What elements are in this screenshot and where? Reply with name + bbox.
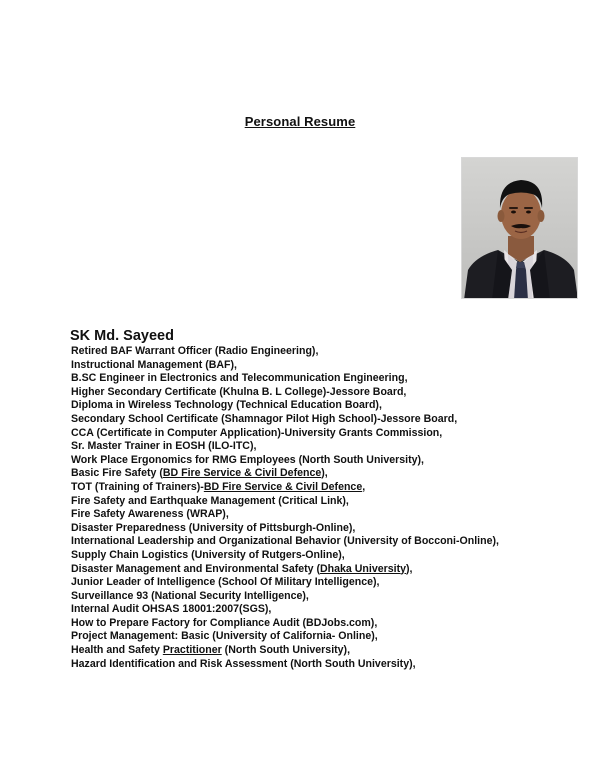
qualification-item: [71, 386, 521, 400]
qualification-text: Surveillance 93 (National Security Intelligence),: [71, 589, 309, 602]
qualification-text-suffix: ),: [406, 562, 413, 575]
qualification-text: Internal Audit OHSAS 18001:2007(SGS),: [71, 603, 272, 616]
qualification-text: Project Management: Basic (University of California- Online),: [71, 630, 378, 643]
qualification-item: [71, 658, 521, 672]
qualification-item: [71, 535, 521, 549]
qualification-item: [71, 563, 521, 577]
qualification-underlined-text: Dhaka University: [320, 562, 406, 575]
qualification-item: [71, 372, 521, 386]
qualification-item: [71, 576, 521, 590]
qualification-text: Diploma in Wireless Technology (Technical Education Board),: [71, 399, 382, 412]
qualification-underlined-text: BD Fire Service & Civil Defence: [162, 467, 322, 480]
qualification-underlined-text: BD Fire Service & Civil Defence: [203, 480, 363, 493]
qualification-text: International Leadership and Organizational Behavior (University of Bocconi-Online),: [71, 535, 499, 548]
qualification-item: [71, 427, 521, 441]
qualification-text: Retired BAF Warrant Officer (Radio Engineering),: [71, 345, 319, 357]
qualification-text: B.SC Engineer in Electronics and Telecommunication Engineering,: [71, 372, 408, 385]
qualification-item: [71, 603, 521, 617]
qualification-text: Instructional Management (BAF),: [71, 358, 237, 371]
qualification-item: [71, 590, 521, 604]
candidate-name: SK Md. Sayeed: [70, 328, 174, 344]
qualification-text: Work Place Ergonomics for RMG Employees (North South University),: [71, 453, 424, 466]
profile-photo: [461, 157, 578, 299]
qualification-item: [71, 359, 521, 373]
qualification-text: Health and Safety: [71, 644, 163, 657]
qualification-item: [71, 508, 521, 522]
qualification-item: [71, 481, 521, 495]
qualification-text: Junior Leader of Intelligence (School Of Military Intelligence),: [71, 576, 380, 589]
qualification-text-suffix: ,: [362, 480, 366, 493]
qualification-item: [71, 454, 521, 468]
qualification-text: Basic Fire Safety (: [71, 467, 163, 480]
qualification-text: Fire Safety and Earthquake Management (Critical Link),: [71, 494, 349, 507]
qualification-text-suffix: (North South University),: [221, 644, 351, 657]
qualification-item: [71, 440, 521, 454]
qualification-text: Higher Secondary Certificate (Khulna B. L College)-Jessore Board,: [71, 385, 407, 398]
qualification-item: [71, 413, 521, 427]
qualification-text: How to Prepare Factory for Compliance Audit (BDJobs.com),: [71, 616, 378, 629]
qualifications-list: [71, 345, 521, 671]
qualification-item: [71, 644, 521, 658]
qualification-item: [71, 617, 521, 631]
qualification-text: Supply Chain Logistics (University of Rutgers-Online),: [71, 548, 345, 561]
qualification-text: Fire Safety Awareness (WRAP),: [71, 508, 229, 521]
qualification-text-suffix: ),: [321, 467, 328, 480]
qualification-item: [71, 345, 521, 359]
qualification-text: Sr. Master Trainer in EOSH (ILO-ITC),: [71, 440, 257, 453]
qualification-item: [71, 495, 521, 509]
qualification-text: Disaster Preparedness (University of Pittsburgh-Online),: [71, 521, 356, 534]
qualification-text: Hazard Identification and Risk Assessment (North South University),: [71, 657, 416, 670]
qualification-text: Secondary School Certificate (Shamnagor Pilot High School)-Jessore Board,: [71, 412, 458, 425]
qualification-text: CCA (Certificate in Computer Application)-University Grants Commission,: [71, 426, 443, 439]
qualification-item: [71, 467, 521, 481]
qualification-underlined-text: Practitioner: [162, 644, 222, 657]
qualification-item: [71, 522, 521, 536]
portrait-image: [462, 158, 578, 299]
qualification-item: [71, 399, 521, 413]
qualification-item: [71, 630, 521, 644]
page-title: Personal Resume: [244, 114, 356, 129]
qualification-text: TOT (Training of Trainers)-: [71, 480, 204, 493]
qualification-item: [71, 549, 521, 563]
qualification-text: Disaster Management and Environmental Safety (: [71, 562, 321, 575]
